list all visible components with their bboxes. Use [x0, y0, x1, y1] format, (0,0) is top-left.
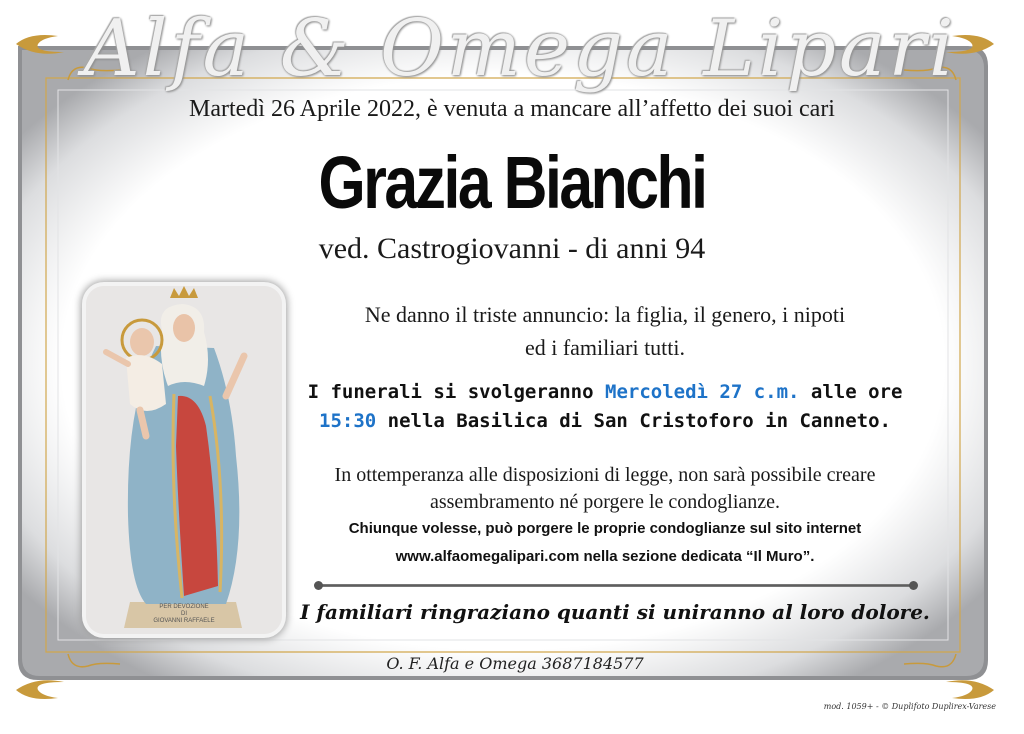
corner-ornament-icon: [14, 676, 66, 704]
madonna-statue-icon: [86, 286, 282, 634]
funeral-home-signature: O. F. Alfa e Omega 3687184577: [386, 654, 644, 673]
condolences-line: Chiunque volesse, può porgere le proprie condoglianze sul sito internet: [348, 520, 862, 537]
funeral-details: [300, 378, 910, 436]
family-thanks: I familiari ringraziano quanti si uniranno al loro dolore.: [300, 600, 930, 624]
divider: [318, 584, 914, 587]
religious-image: [86, 286, 282, 634]
condolences-website: www.alfaomegalipari.com nella sezione dedicata “Il Muro”.: [395, 548, 815, 565]
corner-ornament-icon: [944, 676, 996, 704]
deceased-details: ved. Castrogiovanni - di anni 94: [318, 232, 706, 265]
announcement-line: ed i familiari tutti.: [524, 335, 686, 360]
family-announcement: [310, 298, 900, 364]
print-credit: mod. 1059+ - © Duplifoto Duplirex-Varese: [823, 702, 996, 711]
legal-notice-line: assembramento né porgere le condoglianze.: [429, 491, 781, 513]
condolences-notice: [300, 515, 910, 571]
corner-ornament-icon: [14, 30, 66, 58]
legal-notice-line: In ottemperanza alle disposizioni di legge, non sarà possibile creare: [334, 464, 876, 486]
scroll-ornament-icon: [900, 650, 960, 672]
scroll-ornament-icon: [64, 650, 124, 672]
funeral-date: Mercoledì 27 c.m.: [605, 381, 800, 403]
announcement-line: Ne danno il triste annuncio: la figlia, il genero, i nipoti: [364, 302, 846, 327]
funeral-time: 15:30: [319, 410, 377, 432]
watermark-logo: Alfa & Omega Lipari: [83, 4, 957, 94]
funeral-location: nella Basilica di San Cristoforo in Canneto.: [376, 410, 891, 432]
death-announcement-intro: Martedì 26 Aprile 2022, è venuta a mancare all’affetto dei suoi cari: [189, 96, 835, 122]
statue-inscription: PER DEVOZIONE DI GIOVANNI RAFFAELE: [153, 604, 215, 624]
deceased-name: Grazia Bianchi: [318, 141, 706, 224]
legal-notice: [300, 462, 910, 516]
funeral-text: I funerali si svolgeranno: [307, 381, 605, 403]
funeral-text: alle ore: [799, 381, 903, 403]
